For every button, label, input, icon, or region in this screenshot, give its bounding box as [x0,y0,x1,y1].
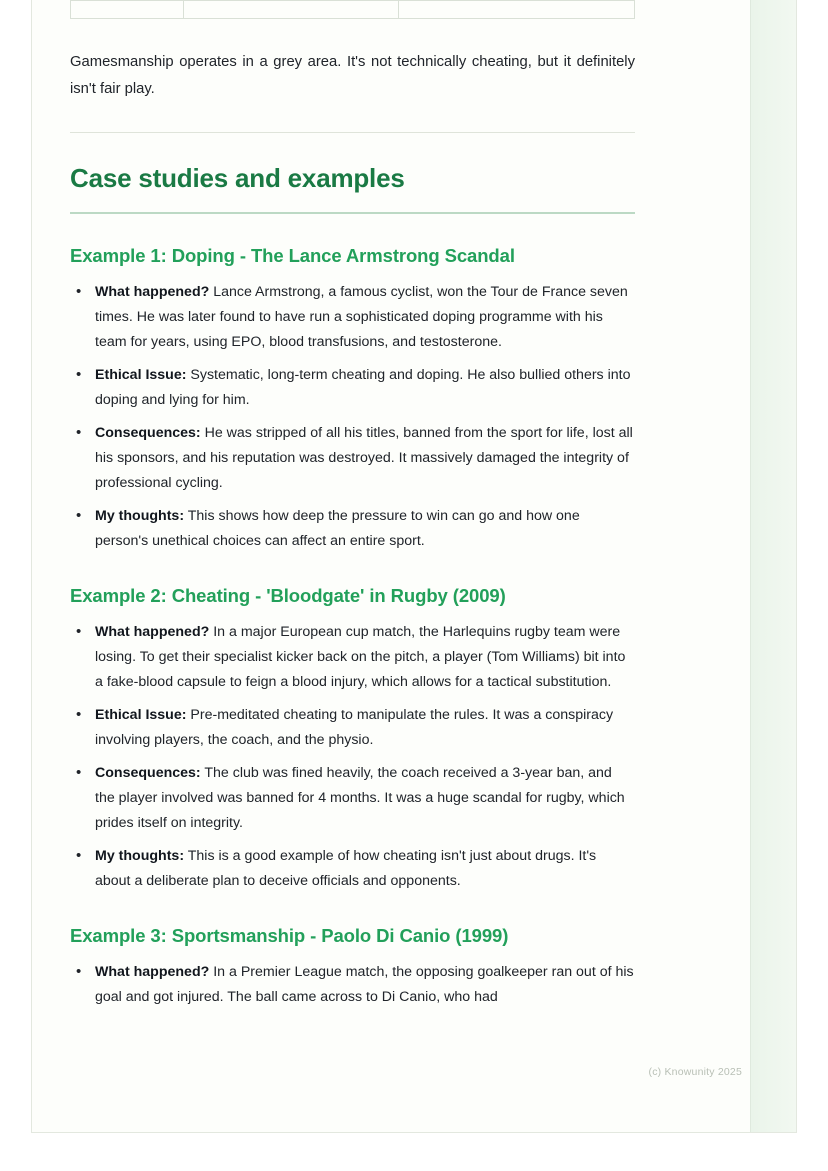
table-cell [183,1,398,19]
list-item [70,363,635,413]
intro-paragraph: Gamesmanship operates in a grey area. It's not technically cheating, but it definitely isn't fair play. [70,54,635,97]
section-title-underline [70,212,635,214]
example-3-list [70,960,635,1010]
table-cell [70,1,183,19]
list-item-text: Pre-meditated cheating to manipulate the rules. It was a conspiracy involving players, the coach, and the physio. [95,707,614,749]
list-item-text: Systematic, long-term cheating and doping. He also bullied others into doping and lying for him. [95,367,631,409]
list-item [70,620,635,695]
example-2-list [70,620,635,894]
list-item-text: He was stripped of all his titles, banned from the sport for life, lost all his sponsors, and his reputation was destroyed. It massively damaged the integrity of professional cycling. [95,425,633,492]
table-cell [398,1,635,19]
list-item [70,504,635,554]
list-item-text: The club was fined heavily, the coach received a 3-year ban, and the player involved was banned for 4 months. It was a huge scandal for rugby, which prides itself on integrity. [95,765,625,832]
list-item-label: What happened? [95,624,210,641]
example-1-list [70,280,635,554]
list-item [70,421,635,496]
section-divider [70,132,635,133]
list-item [70,844,635,894]
document-sheet [31,0,797,1133]
list-item-label: My thoughts: [95,508,185,525]
list-item-text: Lance Armstrong, a famous cyclist, won the Tour de France seven times. He was later found to have run a sophisticated doping programme with his team for years, using EPO, blood transfusions, and testosterone. [95,284,628,351]
list-item [70,960,635,1010]
example-2-heading: Example 2: Cheating - 'Bloodgate' in Rugby (2009) [70,585,506,607]
list-item-label: Ethical Issue: [95,707,187,724]
list-item-label: Consequences: [95,425,201,442]
list-item-label: What happened? [95,964,210,981]
copyright-footer: (c) Knowunity 2025 [648,1066,742,1078]
example-1-heading: Example 1: Doping - The Lance Armstrong Scandal [70,245,515,267]
list-item [70,761,635,836]
list-item-label: What happened? [95,284,210,301]
list-item-text: In a Premier League match, the opposing goalkeeper ran out of his goal and got injured. The ball came across to Di Canio, who had [95,964,634,1006]
list-item [70,280,635,355]
document-content [70,0,674,1132]
list-item-text: This shows how deep the pressure to win can go and how one person's unethical choices can affect an entire sport. [95,508,580,550]
table-fragment [70,0,635,19]
list-item-label: Ethical Issue: [95,367,187,384]
list-item [70,703,635,753]
page-title: Case studies and examples [70,163,405,193]
list-item-label: My thoughts: [95,848,185,865]
page-right-margin-strip [750,0,796,1132]
list-item-label: Consequences: [95,765,201,782]
example-3-heading: Example 3: Sportsmanship - Paolo Di Canio (1999) [70,925,509,947]
list-item-text: This is a good example of how cheating isn't just about drugs. It's about a deliberate plan to deceive officials and opponents. [95,848,597,890]
list-item-text: In a major European cup match, the Harlequins rugby team were losing. To get their specialist kicker back on the pitch, a player (Tom Williams) bit into a fake-blood capsule to feign a blood injury, which allows for a tactical substitution. [95,624,626,691]
